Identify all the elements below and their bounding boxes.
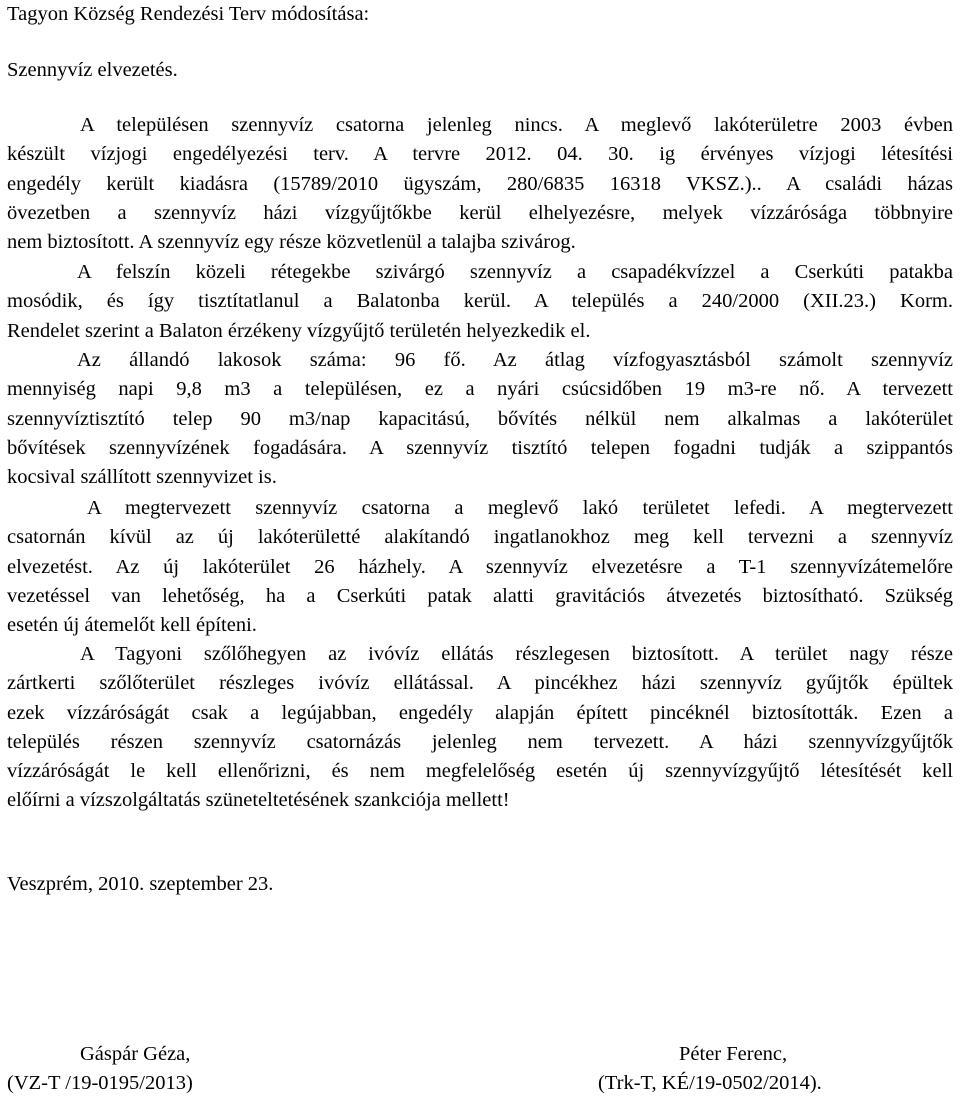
paragraph-4-line: esetén új átemelőt kell építeni. — [7, 614, 257, 637]
paragraph-3-line: mennyiség napi 9,8 m3 a településen, ez a nyári csúcsidőben 19 m3-re nő. A tervezett — [7, 378, 953, 401]
paragraph-4-line: elvezetést. Az új lakóterület 26 házhely. A szennyvíz elvezetésre a T-1 szennyvízátemelőre — [7, 555, 953, 578]
paragraph-5-line: vízzáróságát le kell ellenőrizni, és nem megfelelőség esetén új szennyvízgyűjtő létesítését kell — [7, 760, 953, 783]
signatory-left-name: Gáspár Géza, — [80, 1043, 191, 1065]
document-title: Tagyon Község Rendezési Terv módosítása: — [7, 3, 370, 25]
signatory-right-name: Péter Ferenc, — [679, 1043, 788, 1065]
paragraph-4-line: A megtervezett szennyvíz csatorna a meglevő lakó területet lefedi. A megtervezett — [87, 497, 953, 519]
paragraph-3-line: Az állandó lakosok száma: 96 fő. Az átlag vízfogyasztásból számolt szennyvíz — [77, 349, 953, 371]
paragraph-1-line: készült vízjogi engedélyezési terv. A tervre 2012. 04. 30. ig érvényes vízjogi létesítési — [7, 143, 953, 166]
paragraph-1-line: engedély került kiadásra (15789/2010 ügyszám, 280/6835 16318 VKSZ.).. A családi házas — [7, 172, 953, 195]
paragraph-5-line: előírni a vízszolgáltatás szüneteltetésének szankciója mellett! — [7, 789, 510, 812]
document-subtitle: Szennyvíz elvezetés. — [7, 59, 178, 81]
paragraph-2-line: A felszín közeli rétegekbe szivárgó szennyvíz a csapadékvízzel a Cserkúti patakba — [77, 261, 953, 283]
paragraph-1-line: övezetben a szennyvíz házi vízgyűjtőkbe kerül elhelyezésre, melyek vízzárósága többnyire — [7, 201, 953, 224]
paragraph-3 — [7, 349, 953, 495]
paragraph-1 — [7, 114, 953, 260]
paragraph-2 — [7, 261, 953, 349]
paragraph-5-line: ezek vízzáróságát csak a legújabban, engedély alapján épített pincéknél biztosították. Ezen a — [7, 701, 953, 724]
paragraph-5 — [7, 643, 953, 819]
paragraph-2-line: mosódik, és így tisztítatlanul a Balatonba kerül. A település a 240/2000 (XII.23.) Korm. — [7, 290, 953, 313]
paragraph-3-line: kocsival szállított szennyvizet is. — [7, 466, 277, 489]
paragraph-4-line: csatornán kívül az új lakóterületté alakítandó ingatlanokhoz meg kell tervezni a szennyvíz — [7, 526, 953, 549]
paragraph-5-line: település részen szennyvíz csatornázás jelenleg nem tervezett. A házi szennyvízgyűjtők — [7, 730, 953, 753]
paragraph-1-line: A településen szennyvíz csatorna jelenleg nincs. A meglevő lakóterületre 2003 évben — [80, 114, 953, 136]
signatory-left-registration: (VZ-T /19-0195/2013) — [7, 1072, 193, 1094]
paragraph-4-line: vezetéssel van lehetőség, ha a Cserkúti patak alatti gravitációs átvezetés biztosítható. Szükség — [7, 584, 953, 607]
paragraph-5-line: A Tagyoni szőlőhegyen az ivóvíz ellátás részlegesen biztosított. A terület nagy része — [80, 643, 953, 665]
signatory-right-registration: (Trk-T, KÉ/19-0502/2014). — [598, 1072, 822, 1094]
paragraph-1-line: nem biztosított. A szennyvíz egy része közvetlenül a talajba szivárog. — [7, 231, 576, 254]
paragraph-3-line: bővítések szennyvízének fogadására. A szennyvíz tisztító telepen fogadni tudják a szippantós — [7, 436, 953, 459]
paragraph-4 — [7, 497, 953, 643]
paragraph-3-line: szennyvíztisztító telep 90 m3/nap kapacitású, bővítés nélkül nem alkalmas a lakóterület — [7, 407, 953, 430]
place-date: Veszprém, 2010. szeptember 23. — [7, 873, 274, 895]
paragraph-2-line: Rendelet szerint a Balaton érzékeny vízgyűjtő területén helyezkedik el. — [7, 319, 591, 342]
paragraph-5-line: zártkerti szőlőterület részleges ivóvíz ellátással. A pincékhez házi szennyvíz gyűjtők épültek — [7, 672, 953, 695]
